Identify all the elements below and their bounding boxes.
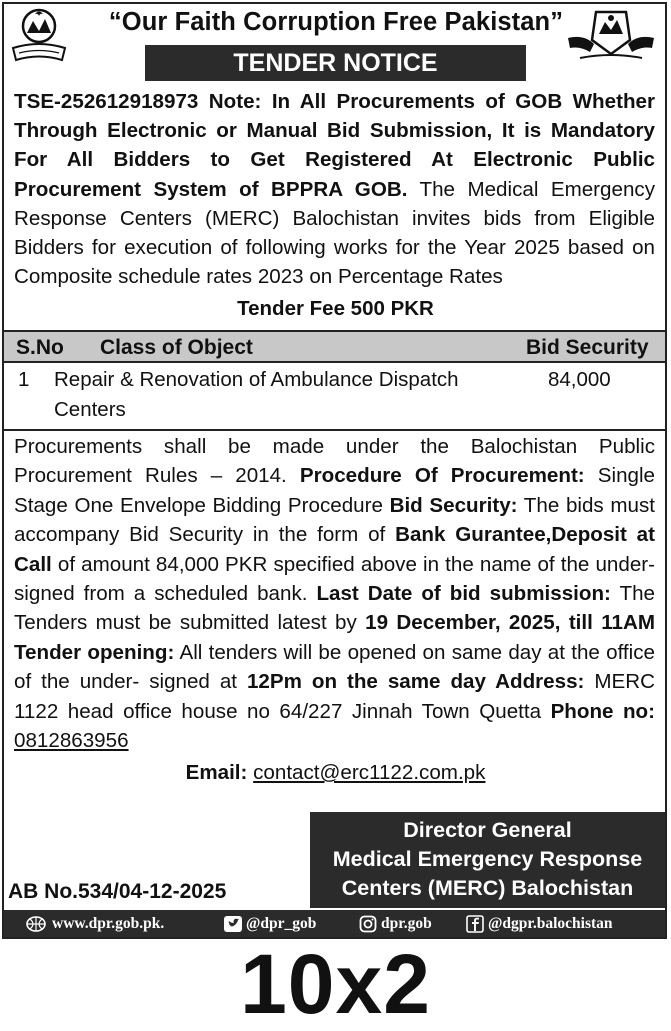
email-link[interactable]: contact@erc1122.com.pk [253,761,486,784]
row-sno: 1 [18,368,30,391]
last-date-text: The Tenders must be submitted latest by [14,582,655,635]
footer-twitter[interactable] [224,910,316,937]
intro-paragraph [14,87,655,291]
phone-label: Phone no: [550,699,655,723]
table-bottom-rule [4,429,665,431]
instagram-icon [359,915,377,933]
procurement-details [14,432,655,755]
phone-link[interactable]: 0812863956 [14,729,129,753]
header-bid-security: Bid Security [526,336,649,359]
rules-text: Procurements shall be made under the Balochistan Public Procurement Rules – 2014. [14,435,655,488]
website-text: www.dpr.gob.pk. [52,915,165,932]
procedure-text: Single Stage One Envelope Bidding Procedure [14,464,656,517]
signature-org-line2: Centers (MERC) Balochistan [341,876,634,900]
opening-value: 12Pm on the same day Address: [246,670,585,694]
table-header [4,330,665,363]
signature-org-line1: Medical Emergency Response [332,847,643,871]
row-object-line2: Centers [54,398,126,421]
header-class-of-object: Class of Object [100,336,253,359]
twitter-icon [224,916,242,932]
signature-block [310,812,665,908]
instagram-text: dpr.gob [381,915,432,932]
balochistan-emblem-icon [10,6,68,68]
bid-security-tail: of amount 84,000 PKR specified above in the name of the under-signed from a scheduled bank. [14,552,655,606]
email-label: Email: [185,761,248,784]
table-row [0,366,671,428]
footer-website[interactable] [24,910,164,937]
tender-notice-banner: TENDER NOTICE [145,45,526,81]
ab-number: AB No.534/04-12-2025 [8,880,227,903]
bid-security-label: Bid Security: [389,493,518,517]
last-date-value: 19 December, 2025, till 11AM Tender opening: [14,611,655,664]
registration-note: TSE-252612918973 Note: In All Procurements of GOB Whether Through Electronic or Manual Bid Submission, It is Mandatory For All Bidders to Get Registered At Electronic Public Procurement System of BPPRA GOB. [14,90,655,201]
facebook-text: @dgpr.balochistan [488,915,613,932]
row-bid-security: 84,000 [548,368,611,391]
signature-title: Director General [403,818,572,842]
footer-bar [4,910,665,937]
facebook-icon [466,915,484,933]
address-text: MERC 1122 head office house no 64/227 Jinnah Town Quetta [14,670,655,723]
opening-text: All tenders will be opened on same day at the office of the under- signed at [14,640,655,694]
email-line [0,758,671,788]
intro-text: The Medical Emergency Response Centers (MERC) Balochistan invites bids from Eligible Bidders for execution of following works for the Year 2025 based on Composite schedule rates 2023 on Percentage Rates [14,177,655,289]
last-date-label: Last Date of bid submission: [316,582,611,606]
tender-fee: Tender Fee 500 PKR [237,297,434,320]
footer-instagram[interactable] [359,910,432,937]
procedure-label: Procedure Of Procurement: [299,464,585,488]
bid-security-form: Bank Gurantee,Deposit at Call [14,523,655,576]
header-sno: S.No [16,336,64,359]
bid-security-text: The bids must accompany Bid Security in the form of [14,493,655,547]
twitter-text: @dpr_gob [246,915,317,932]
globe-icon [24,916,48,932]
ad-size-label: 10x2 [240,937,431,1031]
anti-corruption-seal-icon [566,8,656,64]
slogan: “Our Faith Corruption Free Pakistan” [108,8,564,36]
footer-facebook[interactable] [466,910,613,937]
row-object-line1: Repair & Renovation of Ambulance Dispatch [54,368,459,391]
